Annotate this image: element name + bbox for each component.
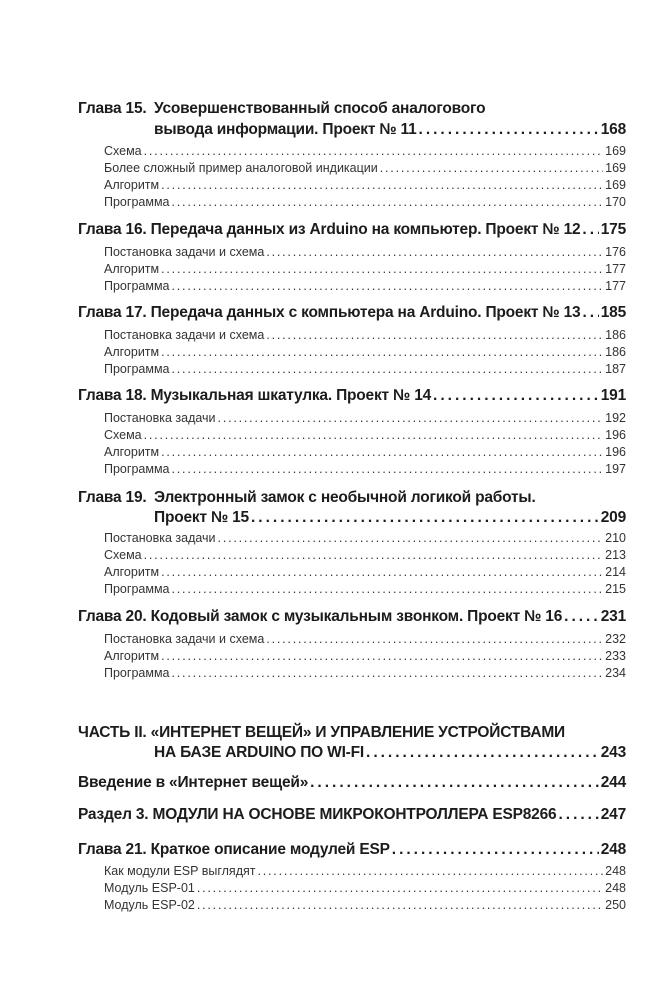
- toc-entry-label: Схема: [104, 428, 142, 442]
- chapter-21-title: Глава 21. Краткое описание модулей ESP: [78, 841, 390, 858]
- section-3-title: Раздел 3. МОДУЛИ НА ОСНОВЕ МИКРОКОНТРОЛЛЕРА ESP8266: [78, 806, 557, 823]
- part-2-title-line2: НА БАЗЕ ARDUINO ПО WI-FI: [154, 744, 365, 761]
- chapter-15-heading-line1: [78, 100, 626, 120]
- toc-entry-label: Алгоритм: [104, 565, 160, 579]
- chapter-15-heading[interactable]: [154, 121, 626, 141]
- chapter-20-heading[interactable]: [78, 608, 626, 628]
- part-2-heading[interactable]: [154, 744, 626, 764]
- dot-leader: [582, 221, 598, 237]
- toc-entry-label: Постановка задачи и схема: [104, 632, 265, 646]
- dot-leader: [144, 548, 604, 561]
- toc-entry-page: 248: [605, 864, 626, 878]
- part-2-page: 243: [600, 744, 626, 761]
- chapter-19-page: 209: [600, 509, 626, 526]
- chapter-19-title-line1: Электронный замок с необычной логикой работы.: [154, 489, 536, 506]
- toc-entry-page: 192: [605, 411, 626, 425]
- toc-entry-page: 170: [605, 195, 626, 209]
- dot-leader: [197, 881, 603, 894]
- toc-entry-label: Схема: [104, 144, 142, 158]
- toc-entry-page: 196: [605, 445, 626, 459]
- dot-leader: [257, 864, 603, 877]
- toc-entry-label: Алгоритм: [104, 178, 160, 192]
- toc-entry-label: Алгоритм: [104, 345, 160, 359]
- toc-entry-label: Схема: [104, 548, 142, 562]
- dot-leader: [172, 462, 604, 475]
- dot-leader: [218, 531, 604, 544]
- toc-entry-page: 186: [605, 345, 626, 359]
- toc-entry[interactable]: [104, 582, 626, 602]
- toc-entry-label: Более сложный пример аналоговой индикации: [104, 161, 378, 175]
- chapter-15-prefix: Глава 15.: [78, 100, 147, 117]
- dot-leader: [197, 898, 603, 911]
- toc-entry-label: Постановка задачи: [104, 531, 216, 545]
- toc-entry-page: 232: [605, 632, 626, 646]
- toc-entry-page: 215: [605, 582, 626, 596]
- toc-entry-label: Программа: [104, 462, 170, 476]
- toc-entry-label: Алгоритм: [104, 445, 160, 459]
- chapter-21-page: 248: [600, 841, 626, 858]
- dot-leader: [172, 195, 604, 208]
- dot-leader: [161, 445, 603, 458]
- chapter-17-heading[interactable]: [78, 304, 626, 324]
- dot-leader: [161, 345, 603, 358]
- chapter-21-heading[interactable]: [78, 841, 626, 861]
- toc-entry-page: 169: [605, 161, 626, 175]
- toc-entry-page: 197: [605, 462, 626, 476]
- intro-title: Введение в «Интернет вещей»: [78, 774, 309, 791]
- chapter-15-page: 168: [600, 121, 626, 138]
- chapter-16-title: Глава 16. Передача данных из Arduino на компьютер. Проект № 12: [78, 221, 581, 238]
- toc-entry[interactable]: [104, 279, 626, 299]
- toc-entry-label: Программа: [104, 195, 170, 209]
- dot-leader: [266, 632, 603, 645]
- intro-page: 244: [600, 774, 626, 791]
- toc-entry-page: 186: [605, 328, 626, 342]
- chapter-16-heading[interactable]: [78, 221, 626, 241]
- toc-entry[interactable]: [104, 898, 626, 918]
- toc-entry-page: 176: [605, 245, 626, 259]
- dot-leader: [310, 774, 599, 790]
- toc-entry-page: 248: [605, 881, 626, 895]
- dot-leader: [392, 841, 599, 857]
- toc-entry-label: Модуль ESP-01: [104, 881, 195, 895]
- chapter-17-title: Глава 17. Передача данных с компьютера на Arduino. Проект № 13: [78, 304, 581, 321]
- toc-entry-label: Модуль ESP-02: [104, 898, 195, 912]
- chapter-18-heading[interactable]: [78, 387, 626, 407]
- chapter-18-page: 191: [600, 387, 626, 404]
- toc-entry-page: 169: [605, 144, 626, 158]
- toc-entry-page: 177: [605, 279, 626, 293]
- dot-leader: [266, 245, 603, 258]
- toc-entry-label: Программа: [104, 582, 170, 596]
- part-2-heading-line1: [78, 724, 626, 744]
- chapter-16-page: 175: [600, 221, 626, 238]
- toc-entry-page: 210: [605, 531, 626, 545]
- toc-entry-label: Постановка задачи и схема: [104, 328, 265, 342]
- dot-leader: [172, 362, 604, 375]
- toc-entry-page: 196: [605, 428, 626, 442]
- dot-leader: [266, 328, 603, 341]
- toc-entry-label: Алгоритм: [104, 649, 160, 663]
- part-2-title-line1: ЧАСТЬ II. «ИНТЕРНЕТ ВЕЩЕЙ» И УПРАВЛЕНИЕ УСТРОЙСТВАМИ: [78, 724, 565, 741]
- dot-leader: [161, 565, 603, 578]
- section-3-heading[interactable]: [78, 806, 626, 826]
- toc-entry-label: Постановка задачи: [104, 411, 216, 425]
- dot-leader: [564, 608, 599, 624]
- toc-entry-label: Программа: [104, 666, 170, 680]
- toc-entry-label: Программа: [104, 279, 170, 293]
- toc-entry-label: Как модули ESP выглядят: [104, 864, 256, 878]
- toc-entry[interactable]: [104, 666, 626, 686]
- chapter-20-title: Глава 20. Кодовый замок с музыкальным звонком. Проект № 16: [78, 608, 563, 625]
- chapter-15-title-line2: вывода информации. Проект № 11: [154, 121, 417, 138]
- toc-entry-page: 177: [605, 262, 626, 276]
- dot-leader: [144, 428, 604, 441]
- dot-leader: [582, 304, 598, 320]
- toc-entry-label: Алгоритм: [104, 262, 160, 276]
- chapter-19-heading[interactable]: [154, 509, 626, 529]
- toc-entry-page: 214: [605, 565, 626, 579]
- toc-entry-label: Программа: [104, 362, 170, 376]
- dot-leader: [433, 387, 599, 403]
- toc-entry-page: 233: [605, 649, 626, 663]
- dot-leader: [218, 411, 604, 424]
- chapter-18-title: Глава 18. Музыкальная шкатулка. Проект № 14: [78, 387, 432, 404]
- dot-leader: [172, 666, 604, 679]
- chapter-15-title-line1: Усовершенствованный способ аналогового: [154, 100, 486, 117]
- chapter-19-heading-line1: [78, 489, 626, 509]
- intro-heading[interactable]: [78, 774, 626, 794]
- toc-entry-page: 213: [605, 548, 626, 562]
- section-3-page: 247: [600, 806, 626, 823]
- toc-entry[interactable]: [104, 462, 626, 482]
- chapter-20-page: 231: [600, 608, 626, 625]
- chapter-19-title-line2: Проект № 15: [154, 509, 249, 526]
- dot-leader: [172, 582, 604, 595]
- dot-leader: [161, 262, 603, 275]
- toc-entry[interactable]: [104, 362, 626, 382]
- dot-leader: [144, 144, 604, 157]
- dot-leader: [161, 649, 603, 662]
- chapter-19-prefix: Глава 19.: [78, 489, 147, 506]
- toc-entry-page: 234: [605, 666, 626, 680]
- toc-entry-page: 187: [605, 362, 626, 376]
- dot-leader: [366, 744, 599, 760]
- toc-entry-label: Постановка задачи и схема: [104, 245, 265, 259]
- dot-leader: [380, 161, 603, 174]
- dot-leader: [419, 121, 599, 137]
- toc-entry-page: 169: [605, 178, 626, 192]
- toc-entry[interactable]: [104, 195, 626, 215]
- toc-entry-page: 250: [605, 898, 626, 912]
- dot-leader: [172, 279, 604, 292]
- dot-leader: [251, 509, 599, 525]
- chapter-17-page: 185: [600, 304, 626, 321]
- dot-leader: [558, 806, 598, 822]
- dot-leader: [161, 178, 603, 191]
